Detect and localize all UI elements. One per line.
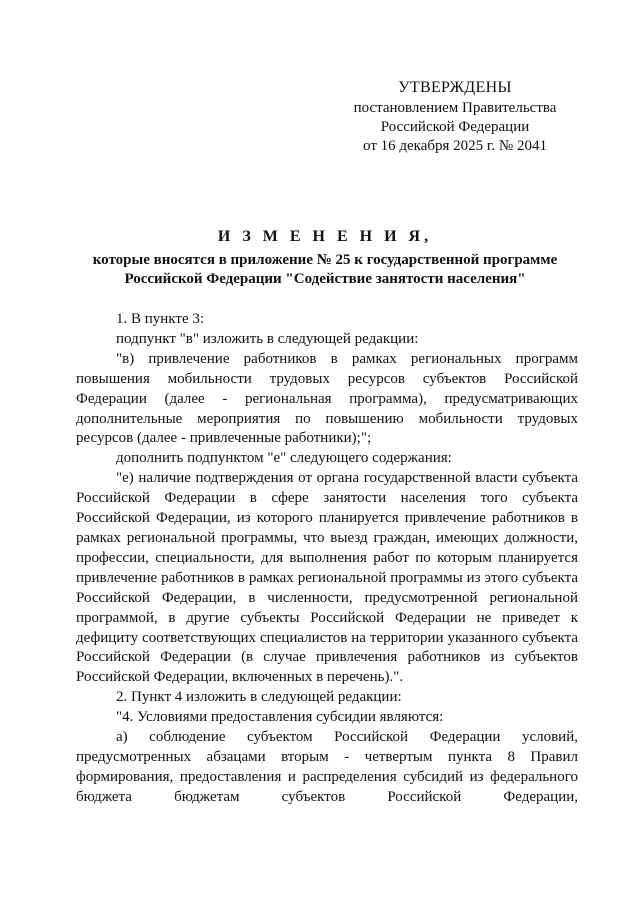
document-body <box>76 310 578 808</box>
paragraph: 2. Пункт 4 изложить в следующей редакции: <box>116 689 402 706</box>
paragraph: "в) привлечение работников в рамках региональных программ повышения мобильности трудовых ресурсов субъектов Российской Федерации (далее - региональная программа), предусматривающих дополнительные мероприятия по повышению мобильности трудовых ресурсов (далее - привлеченные работники);"; <box>76 350 578 447</box>
approval-title: УТВЕРЖДЕНЫ <box>398 79 512 96</box>
document-subtitle-line-1: которые вносятся в приложение № 25 к государственной программе <box>92 252 558 268</box>
approval-line-3: от 16 декабря 2025 г. № 2041 <box>363 138 547 154</box>
paragraph: а) соблюдение субъектом Российской Федерации условий, предусмотренных абзацами вторым - четвертым пункта 8 Правил формирования, предоставления и распределения субсидий из федерального бюджета бюджетам субъектов Российской Федерации, <box>76 729 578 805</box>
approval-line-1: постановлением Правительства <box>353 100 557 116</box>
paragraph: дополнить подпунктом "е" следующего содержания: <box>116 450 452 467</box>
paragraph: "4. Условиями предоставления субсидии являются: <box>116 709 444 726</box>
approval-line-2: Российской Федерации <box>380 119 530 135</box>
document-title: И З М Е Н Е Н И Я, <box>217 228 433 245</box>
document-heading <box>60 228 590 289</box>
paragraph: "е) наличие подтверждения от органа государственной власти субъекта Российской Федерации в сфере занятости населения того субъекта Российской Федерации, из которого планируется привлечение работников в рамках региональной программы, что выезд граждан, имеющих должности, профессии, специальности, для выполнения работ по которым планируется привлечение работников в рамках региональной программы из этого субъекта Российской Федерации, в численности, предусмотренной региональной программой, в другие субъекты Российской Федерации не приведет к дефициту соответствующих специалистов на территории указанного субъекта Российской Федерации (в случае привлечения работников из субъектов Российской Федерации, включенных в перечень).". <box>76 470 578 686</box>
document-subtitle-line-2: Российской Федерации "Содействие занятости населения" <box>124 271 526 287</box>
approval-stamp <box>330 78 580 156</box>
paragraph: 1. В пункте 3: <box>116 311 205 327</box>
paragraph: подпункт "в" изложить в следующей редакции: <box>116 330 419 347</box>
